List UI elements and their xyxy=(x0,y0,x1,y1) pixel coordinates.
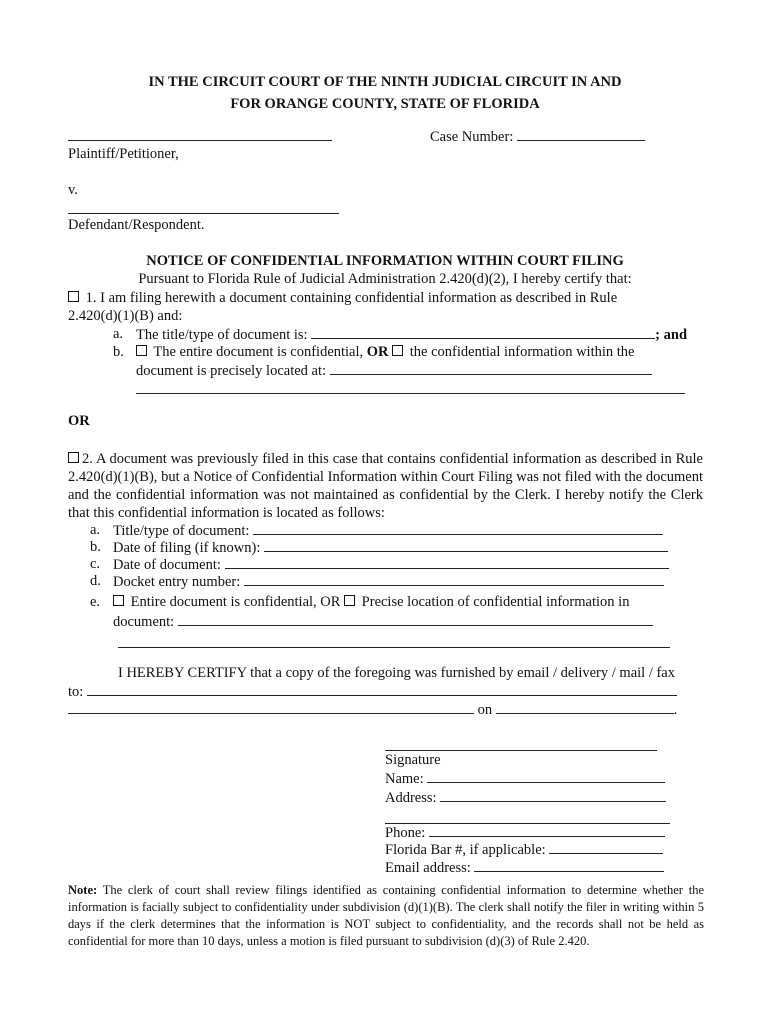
note-text: The clerk of court shall review filings identified as containing confidential information to determine whether the information is facially subject to confidentiality under subdivision (d)(1)(B). The clerk shall notify the filer in writing within 5 days if the clerk determines that the information is NOT subject to confidentiality, and the records shall not be held as confidential for more than 10 days, unless a motion is filed pursuant to subdivision (d)(3) of Rule 2.420. xyxy=(68,883,704,948)
address-field[interactable] xyxy=(440,789,666,802)
address-label: Address: xyxy=(385,790,437,806)
versus-label: v. xyxy=(68,182,78,198)
item-b-marker: b. xyxy=(113,344,124,360)
docket-entry-field[interactable] xyxy=(244,573,664,586)
to-label: to: xyxy=(68,684,84,700)
precise-location-checkbox[interactable] xyxy=(392,345,403,356)
date-of-filing-label: Date of filing (if known): xyxy=(113,540,261,556)
name-label: Name: xyxy=(385,771,424,787)
item-b-text-2: the confidential information within the xyxy=(409,344,635,360)
list-row-d xyxy=(113,573,664,591)
location-field-continued[interactable] xyxy=(136,381,685,399)
certificate-period: . xyxy=(673,702,678,718)
list-row-a xyxy=(113,522,663,540)
date-of-document-field[interactable] xyxy=(225,556,669,569)
item-a-label: The title/type of document is: xyxy=(136,327,308,343)
item-b-row xyxy=(136,344,634,361)
entire-document-checkbox[interactable] xyxy=(136,345,147,356)
list-row-b xyxy=(113,539,668,557)
certificate-to-row xyxy=(68,683,677,701)
docket-entry-label: Docket entry number: xyxy=(113,574,241,590)
option-2-text: 2. A document was previously filed in this case that contains confidential information as described in Rule 2.420(d)(1)(B), but a Notice of Confidential Information within Court Filing was not filed with the document and the confidential information was not maintained as confidential by the Clerk. I hereby notify the Clerk that this confidential information is located as follows: xyxy=(68,451,703,521)
list-marker-b: b. xyxy=(90,539,101,555)
list-marker-c: c. xyxy=(90,556,101,572)
item-a-marker: a. xyxy=(113,326,124,342)
phone-label: Phone: xyxy=(385,825,426,841)
case-number-field[interactable] xyxy=(517,128,645,141)
notice-title: NOTICE OF CONFIDENTIAL INFORMATION WITHIN COURT FILING xyxy=(146,253,624,269)
bar-label: Florida Bar #, if applicable: xyxy=(385,842,546,858)
document-location-field[interactable] xyxy=(178,613,653,626)
certificate-on-row xyxy=(68,701,677,719)
title-type-field[interactable] xyxy=(253,522,663,535)
item-e-text-1: Entire document is confidential, OR xyxy=(130,594,341,610)
email-field[interactable] xyxy=(474,859,664,872)
entire-document-confidential-checkbox[interactable] xyxy=(113,595,124,606)
option-2-paragraph xyxy=(68,450,703,522)
option-1-checkbox[interactable] xyxy=(68,291,79,302)
name-field[interactable] xyxy=(427,770,665,783)
court-header-line-1: IN THE CIRCUIT COURT OF THE NINTH JUDICIAL CIRCUIT IN AND xyxy=(148,74,622,90)
location-field[interactable] xyxy=(330,362,652,375)
item-b-text-1: The entire document is confidential, xyxy=(153,344,364,360)
or-label xyxy=(68,413,90,430)
defendant-label: Defendant/Respondent. xyxy=(68,217,205,233)
phone-row xyxy=(385,824,665,842)
bar-number-field[interactable] xyxy=(549,841,663,854)
item-e-text-2: Precise location of confidential information in xyxy=(361,594,630,610)
address-row xyxy=(385,789,666,807)
case-number-label: Case Number: xyxy=(430,129,514,145)
item-b-row-2 xyxy=(136,362,652,380)
option-2-checkbox[interactable] xyxy=(68,452,79,463)
phone-field[interactable] xyxy=(429,824,665,837)
list-marker-e: e. xyxy=(90,594,101,610)
precise-location-in-document-checkbox[interactable] xyxy=(344,595,355,606)
notice-intro: Pursuant to Florida Rule of Judicial Administration 2.420(d)(2), I hereby certify that: xyxy=(138,271,632,287)
document-title-field[interactable] xyxy=(311,326,655,339)
item-a-suffix: ; and xyxy=(655,327,688,343)
court-header-line-2: FOR ORANGE COUNTY, STATE OF FLORIDA xyxy=(230,96,540,112)
note-label: Note: xyxy=(68,883,98,897)
name-row xyxy=(385,770,665,788)
option-1-text-line-2: 2.420(d)(1)(B) and: xyxy=(68,308,183,324)
on-label: on xyxy=(477,702,493,718)
plaintiff-name-field[interactable] xyxy=(68,128,332,146)
recipients-field[interactable] xyxy=(87,683,677,696)
item-b-line-2: document is precisely located at: xyxy=(136,363,327,379)
recipients-field-continued[interactable] xyxy=(68,701,474,714)
list-marker-d: d. xyxy=(90,573,101,589)
date-of-filing-field[interactable] xyxy=(264,539,668,552)
item-e-line-2: document: xyxy=(113,614,175,630)
option-1-row xyxy=(68,290,617,307)
signature-label: Signature xyxy=(385,752,441,768)
list-row-e xyxy=(113,594,629,611)
list-row-e-2 xyxy=(113,613,653,631)
service-date-field[interactable] xyxy=(496,701,674,714)
item-b-or: OR xyxy=(366,344,389,360)
bar-row xyxy=(385,841,663,859)
email-label: Email address: xyxy=(385,860,471,876)
email-row xyxy=(385,859,664,877)
item-a-row xyxy=(136,326,687,344)
title-type-label: Title/type of document: xyxy=(113,523,250,539)
certificate-text: I HEREBY CERTIFY that a copy of the foregoing was furnished by email / delivery / mail / fax xyxy=(118,665,675,681)
option-1-text: 1. I am filing herewith a document containing confidential information as described in Rule xyxy=(85,290,618,306)
plaintiff-label: Plaintiff/Petitioner, xyxy=(68,146,179,162)
or-text: OR xyxy=(68,413,90,429)
date-of-document-label: Date of document: xyxy=(113,557,221,573)
list-row-c xyxy=(113,556,669,574)
case-number-row xyxy=(430,128,645,146)
list-marker-a: a. xyxy=(90,522,101,538)
footer-note xyxy=(68,882,704,950)
document-location-field-continued[interactable] xyxy=(118,635,670,653)
